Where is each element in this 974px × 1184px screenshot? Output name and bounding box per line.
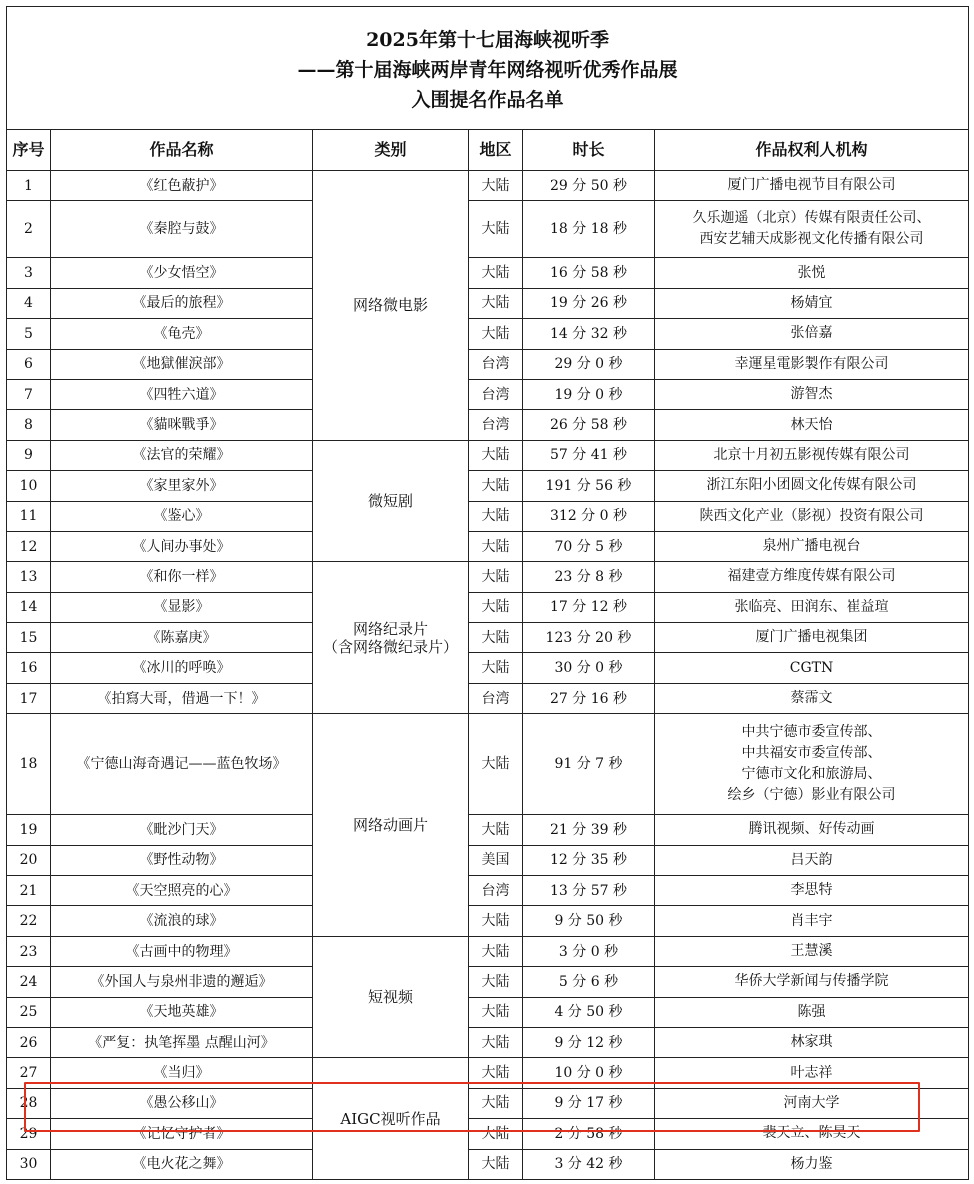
owner-line: CGTN	[789, 659, 834, 676]
row-number: 26	[7, 1027, 51, 1057]
work-name: 《貓咪戰爭》	[51, 410, 313, 440]
duration: 14 分 32 秒	[523, 319, 655, 349]
row-number: 7	[7, 379, 51, 409]
nominee-list-document	[6, 6, 968, 1180]
category-cell	[313, 714, 469, 937]
table-row	[7, 288, 969, 318]
owner-line: 泉州广播电视台	[762, 538, 861, 555]
owner-cell	[655, 906, 969, 936]
duration: 29 分 0 秒	[523, 349, 655, 379]
region: 大陆	[469, 623, 523, 653]
region: 大陆	[469, 936, 523, 966]
nominee-table	[6, 6, 969, 1180]
owner-cell	[655, 258, 969, 288]
table-row	[7, 592, 969, 622]
category-label: 网络微电影	[352, 296, 428, 315]
owner-line: 林天怡	[790, 416, 833, 433]
owner-line: 叶志祥	[790, 1064, 833, 1081]
duration: 23 分 8 秒	[523, 562, 655, 592]
header-name: 作品名称	[51, 130, 313, 171]
region: 大陆	[469, 562, 523, 592]
work-name: 《鉴心》	[51, 501, 313, 531]
owner-cell	[655, 967, 969, 997]
owner-line: 宁德市文化和旅游局、	[741, 766, 882, 783]
owner-line: 幸運星電影製作有限公司	[734, 355, 889, 372]
owner-cell	[655, 592, 969, 622]
row-number: 20	[7, 845, 51, 875]
owner-line: 厦门广播电视集团	[755, 629, 868, 646]
duration: 19 分 26 秒	[523, 288, 655, 318]
category-label: 网络纪录片	[352, 619, 428, 638]
owner-line: 西安艺辅天成影视文化传播有限公司	[699, 231, 924, 248]
region: 台湾	[469, 379, 523, 409]
table-row	[7, 471, 969, 501]
owner-cell	[655, 440, 969, 470]
duration: 2 分 58 秒	[523, 1119, 655, 1149]
row-number: 22	[7, 906, 51, 936]
row-number: 13	[7, 562, 51, 592]
table-row	[7, 714, 969, 815]
table-row	[7, 349, 969, 379]
table-row	[7, 258, 969, 288]
region: 大陆	[469, 592, 523, 622]
work-name: 《地獄催淚部》	[51, 349, 313, 379]
row-number: 8	[7, 410, 51, 440]
category-label: AIGC视听作品	[340, 1109, 441, 1128]
row-number: 12	[7, 531, 51, 561]
table-row	[7, 967, 969, 997]
work-name: 《秦腔与鼓》	[51, 201, 313, 258]
category-label: 短视频	[367, 988, 413, 1007]
work-name: 《人间办事处》	[51, 531, 313, 561]
table-row	[7, 501, 969, 531]
owner-line: 张倍嘉	[790, 325, 833, 342]
duration: 123 分 20 秒	[523, 623, 655, 653]
table-row	[7, 997, 969, 1027]
header-no: 序号	[7, 130, 51, 171]
owner-cell	[655, 714, 969, 815]
work-name: 《当归》	[51, 1058, 313, 1088]
category-label: （含网络微纪录片）	[322, 637, 458, 656]
table-row	[7, 201, 969, 258]
owner-line: 肖丰宇	[790, 912, 833, 929]
header-category: 类别	[313, 130, 469, 171]
row-number: 4	[7, 288, 51, 318]
region: 台湾	[469, 876, 523, 906]
owner-line: 北京十月初五影视传媒有限公司	[713, 446, 910, 463]
duration: 27 分 16 秒	[523, 683, 655, 713]
region: 大陆	[469, 997, 523, 1027]
work-name: 《红色蔽护》	[51, 171, 313, 201]
table-row	[7, 379, 969, 409]
owner-line: 杨婧宜	[790, 294, 833, 311]
table-row	[7, 845, 969, 875]
table-row	[7, 653, 969, 683]
category-cell	[313, 562, 469, 714]
region: 大陆	[469, 815, 523, 845]
owner-cell	[655, 1088, 969, 1118]
owner-line: 陕西文化产业（影视）投资有限公司	[699, 507, 924, 524]
duration: 191 分 56 秒	[523, 471, 655, 501]
row-number: 27	[7, 1058, 51, 1088]
owner-cell	[655, 623, 969, 653]
region: 大陆	[469, 967, 523, 997]
work-name: 《天空照亮的心》	[51, 876, 313, 906]
row-number: 29	[7, 1119, 51, 1149]
region: 大陆	[469, 1088, 523, 1118]
duration: 312 分 0 秒	[523, 501, 655, 531]
duration: 21 分 39 秒	[523, 815, 655, 845]
duration: 70 分 5 秒	[523, 531, 655, 561]
duration: 3 分 42 秒	[523, 1149, 655, 1179]
owner-cell	[655, 1119, 969, 1149]
region: 台湾	[469, 349, 523, 379]
owner-line: 陈强	[797, 1003, 826, 1020]
owner-cell	[655, 1149, 969, 1179]
duration: 30 分 0 秒	[523, 653, 655, 683]
work-name: 《古画中的物理》	[51, 936, 313, 966]
owner-line: 张悦	[797, 264, 826, 281]
region: 大陆	[469, 1149, 523, 1179]
owner-line: 杨力鉴	[790, 1155, 833, 1172]
owner-line: 福建壹方维度传媒有限公司	[727, 568, 896, 585]
table-row	[7, 1119, 969, 1149]
category-cell	[313, 936, 469, 1058]
region: 大陆	[469, 906, 523, 936]
owner-line: 王慧溪	[790, 943, 833, 959]
work-name: 《四牲六道》	[51, 379, 313, 409]
row-number: 5	[7, 319, 51, 349]
row-number: 15	[7, 623, 51, 653]
region: 大陆	[469, 1027, 523, 1057]
owner-cell	[655, 683, 969, 713]
work-name: 《最后的旅程》	[51, 288, 313, 318]
region: 大陆	[469, 471, 523, 501]
owner-line: 林家琪	[790, 1034, 833, 1051]
work-name: 《显影》	[51, 592, 313, 622]
category-label: 微短剧	[367, 492, 413, 511]
header-duration: 时长	[523, 130, 655, 171]
work-name: 《愚公移山》	[51, 1088, 313, 1118]
row-number: 9	[7, 440, 51, 470]
title-line-3: 入围提名作品名单	[411, 89, 564, 111]
duration: 19 分 0 秒	[523, 379, 655, 409]
row-number: 16	[7, 653, 51, 683]
work-name: 《记忆守护者》	[51, 1119, 313, 1149]
owner-cell	[655, 201, 969, 258]
owner-line: 裴天立、陈昊天	[762, 1125, 861, 1142]
owner-line: 河南大学	[783, 1094, 840, 1111]
work-name: 《毗沙门天》	[51, 815, 313, 845]
duration: 57 分 41 秒	[523, 440, 655, 470]
header-region: 地区	[469, 130, 523, 171]
duration: 9 分 12 秒	[523, 1027, 655, 1057]
table-row	[7, 1088, 969, 1118]
owner-cell	[655, 531, 969, 561]
duration: 9 分 17 秒	[523, 1088, 655, 1118]
owner-cell	[655, 1027, 969, 1057]
owner-line: 腾讯视频、好传动画	[748, 821, 875, 838]
row-number: 6	[7, 349, 51, 379]
category-cell	[313, 171, 469, 441]
duration: 29 分 50 秒	[523, 171, 655, 201]
row-number: 28	[7, 1088, 51, 1118]
row-number: 19	[7, 815, 51, 845]
duration: 13 分 57 秒	[523, 876, 655, 906]
owner-line: 李思特	[790, 882, 833, 899]
region: 大陆	[469, 258, 523, 288]
row-number: 1	[7, 171, 51, 201]
owner-cell	[655, 349, 969, 379]
work-name: 《冰川的呼唤》	[51, 653, 313, 683]
category-label: 网络动画片	[352, 816, 428, 835]
table-row	[7, 1027, 969, 1057]
category-cell	[313, 440, 469, 562]
title-line-1: 2025年第十七届海峡视听季	[366, 29, 609, 51]
region: 大陆	[469, 653, 523, 683]
work-name: 《天地英雄》	[51, 997, 313, 1027]
row-number: 2	[7, 201, 51, 258]
header-owner: 作品权利人机构	[655, 130, 969, 171]
table-row	[7, 876, 969, 906]
work-name: 《陈嘉庚》	[51, 623, 313, 653]
table-row	[7, 1058, 969, 1088]
owner-cell	[655, 471, 969, 501]
owner-cell	[655, 379, 969, 409]
work-name: 《宁德山海奇遇记——蓝色牧场》	[51, 714, 313, 815]
duration: 12 分 35 秒	[523, 845, 655, 875]
duration: 91 分 7 秒	[523, 714, 655, 815]
owner-cell	[655, 815, 969, 845]
duration: 17 分 12 秒	[523, 592, 655, 622]
duration: 10 分 0 秒	[523, 1058, 655, 1088]
row-number: 21	[7, 876, 51, 906]
table-row	[7, 440, 969, 470]
owner-line: 华侨大学新闻与传播学院	[734, 973, 889, 990]
header-row	[7, 130, 969, 171]
table-row	[7, 410, 969, 440]
region: 大陆	[469, 531, 523, 561]
row-number: 3	[7, 258, 51, 288]
work-name: 《家里家外》	[51, 471, 313, 501]
work-name: 《和你一样》	[51, 562, 313, 592]
region: 大陆	[469, 1119, 523, 1149]
category-cell	[313, 1058, 469, 1180]
owner-cell	[655, 876, 969, 906]
region: 大陆	[469, 501, 523, 531]
work-name: 《野性动物》	[51, 845, 313, 875]
table-row	[7, 1149, 969, 1179]
duration: 26 分 58 秒	[523, 410, 655, 440]
region: 大陆	[469, 201, 523, 258]
work-name: 《严复：执笔挥墨 点醒山河》	[51, 1027, 313, 1057]
owner-cell	[655, 936, 969, 966]
owner-line: 中共宁德市委宣传部、	[741, 724, 882, 741]
region: 大陆	[469, 440, 523, 470]
region: 大陆	[469, 1058, 523, 1088]
owner-cell	[655, 997, 969, 1027]
row-number: 24	[7, 967, 51, 997]
region: 大陆	[469, 714, 523, 815]
row-number: 23	[7, 936, 51, 966]
owner-line: 厦门广播电视节目有限公司	[727, 177, 896, 194]
work-name: 《法官的荣耀》	[51, 440, 313, 470]
owner-line: 中共福安市委宣传部、	[741, 745, 882, 762]
table-row	[7, 171, 969, 201]
table-row	[7, 683, 969, 713]
table-row	[7, 906, 969, 936]
work-name: 《拍寫大哥，借過一下！》	[51, 683, 313, 713]
table-row	[7, 562, 969, 592]
owner-line: 张临亮、田润东、崔益瑄	[734, 598, 889, 615]
title-line-2: ——第十届海峡两岸青年网络视听优秀作品展	[297, 59, 678, 81]
owner-cell	[655, 562, 969, 592]
table-row	[7, 623, 969, 653]
duration: 3 分 0 秒	[523, 936, 655, 966]
duration: 9 分 50 秒	[523, 906, 655, 936]
owner-line: 浙江东阳小团圆文化传媒有限公司	[706, 477, 917, 494]
owner-line: 游智杰	[790, 386, 833, 403]
owner-line: 蔡霈文	[790, 690, 833, 707]
row-number: 10	[7, 471, 51, 501]
region: 台湾	[469, 410, 523, 440]
owner-line: 吕天韵	[790, 851, 833, 868]
region: 美国	[469, 845, 523, 875]
region: 大陆	[469, 319, 523, 349]
table-row	[7, 936, 969, 966]
region: 台湾	[469, 683, 523, 713]
document-title	[7, 7, 969, 130]
duration: 5 分 6 秒	[523, 967, 655, 997]
row-number: 18	[7, 714, 51, 815]
owner-line: 久乐迦遥（北京）传媒有限责任公司、	[692, 210, 931, 227]
row-number: 25	[7, 997, 51, 1027]
owner-cell	[655, 653, 969, 683]
region: 大陆	[469, 171, 523, 201]
work-name: 《外国人与泉州非遗的邂逅》	[51, 967, 313, 997]
duration: 4 分 50 秒	[523, 997, 655, 1027]
owner-cell	[655, 501, 969, 531]
owner-cell	[655, 288, 969, 318]
owner-cell	[655, 1058, 969, 1088]
region: 大陆	[469, 288, 523, 318]
table-row	[7, 815, 969, 845]
owner-cell	[655, 319, 969, 349]
work-name: 《少女悟空》	[51, 258, 313, 288]
row-number: 30	[7, 1149, 51, 1179]
owner-cell	[655, 410, 969, 440]
row-number: 14	[7, 592, 51, 622]
owner-cell	[655, 845, 969, 875]
work-name: 《流浪的球》	[51, 906, 313, 936]
owner-cell	[655, 171, 969, 201]
work-name: 《电火花之舞》	[51, 1149, 313, 1179]
row-number: 11	[7, 501, 51, 531]
work-name: 《龟壳》	[51, 319, 313, 349]
table-row	[7, 319, 969, 349]
owner-line: 绘乡（宁德）影业有限公司	[727, 787, 896, 804]
duration: 18 分 18 秒	[523, 201, 655, 258]
row-number: 17	[7, 683, 51, 713]
duration: 16 分 58 秒	[523, 258, 655, 288]
table-row	[7, 531, 969, 561]
